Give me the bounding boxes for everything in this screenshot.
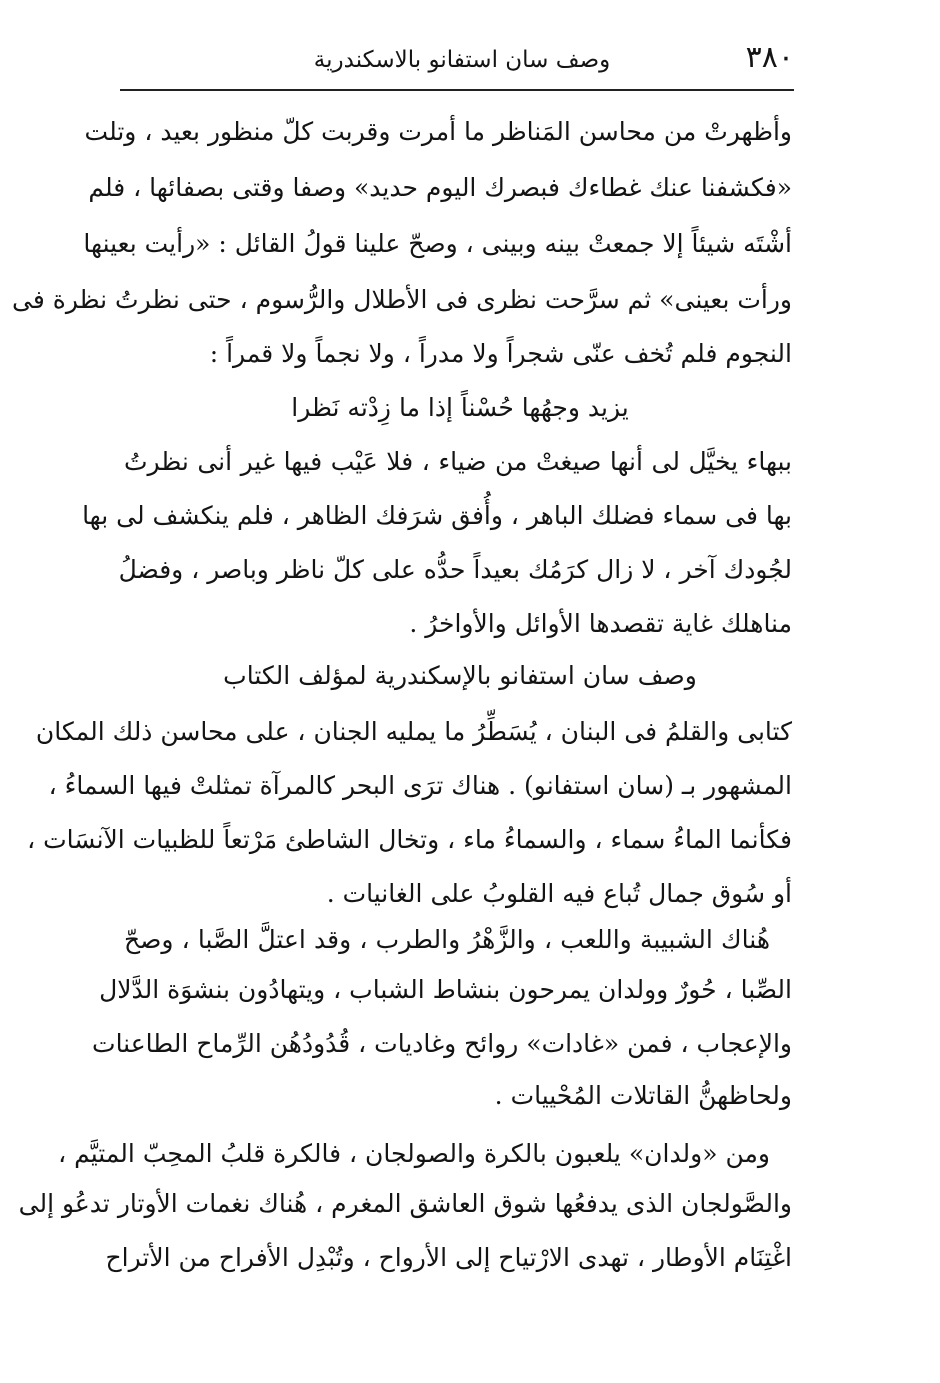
page-header — [122, 34, 794, 86]
text-line: لجُودك آخر ، لا زال كرَمُك بعيداً حدُّه على كلّ ناظر وباصر ، وفضلُ — [118, 555, 792, 584]
text-line: ولحاظهنُّ القاتلات المُحْييات . — [494, 1081, 792, 1110]
text-line: ورأت بعينى» ثم سرَّحت نظرى فى الأطلال والرُّسوم ، حتى نظرتُ نظرة فى — [12, 285, 792, 314]
running-title: وصف سان استفانو بالاسكندرية — [313, 47, 611, 73]
header-rule — [120, 89, 794, 91]
text-line: ببهاء يخيَّل لى أنها صيغتْ من ضياء ، فلا عَيْب فيها غير أنى نظرتُ — [124, 447, 792, 476]
text-line: الصِّبا ، حُورٌ وولدان يمرحون بنشاط الشباب ، ويتهادُون بنشوَة الدَّلال — [99, 975, 792, 1004]
text-line: والإعجاب ، فمن «غادات» روائح وغاديات ، قُدُودُهُن الرِّماح الطاعنات — [92, 1029, 792, 1058]
text-line: وأظهرتْ من محاسن المَناظر ما أمرت وقربت كلّ منظور بعيد ، وتلت — [84, 117, 792, 146]
page-number: ٣٨٠ — [745, 40, 794, 75]
verse-line: يزيد وجهُها حُسْناً إذا ما زِدْته نَظرا — [291, 393, 629, 422]
text-line: هُناك الشبيبة واللعب ، والزَّهْرُ والطرب ، وقد اعتلَّ الصَّبا ، وصحّ — [124, 925, 770, 954]
text-line: المشهور بـ (سان استفانو) . هناك ترَى البحر كالمرآة تمثلتْ فيها السماءُ ، — [48, 771, 792, 800]
text-line: فكأنما الماءُ سماء ، والسماءُ ماء ، وتخال الشاطئ مَرْتعاً للظبيات الآنسَات ، — [27, 825, 792, 854]
section-heading: وصف سان استفانو بالإسكندرية لمؤلف الكتاب — [223, 661, 697, 690]
text-line: «فكشفنا عنك غطاءك فبصرك اليوم حديد» وصفا وقتى بصفائها ، فلم — [88, 173, 792, 202]
text-line: كتابى والقلمُ فى البنان ، يُسَطِّرُ ما يمليه الجنان ، على محاسن ذلك المكان — [35, 717, 792, 746]
text-line: ومن «ولدان» يلعبون بالكرة والصولجان ، فالكرة قلبُ المحِبّ المتيَّم ، — [58, 1139, 770, 1168]
text-line: أشْتَه شيئاً إلا جمعتْ بينه وبينى ، وصحّ علينا قولُ القائل : «رأيت بعينها — [83, 229, 792, 258]
text-line: النجوم فلم تُخف عنّى شجراً ولا مدراً ، ولا نجماً ولا قمراً : — [209, 339, 792, 368]
text-line: والصَّولجان الذى يدفعُها شوق العاشق المغرم ، هُناك نغمات الأوتار تدعُو إلى — [18, 1189, 792, 1218]
text-line: مناهلك غاية تقصدها الأوائل والأواخرُ . — [409, 609, 792, 638]
text-line: بها فى سماء فضلك الباهر ، وأُفق شرَفك الظاهر ، فلم ينكشف لى بها — [82, 501, 792, 530]
text-line: أو سُوق جمال تُباع فيه القلوبُ على الغانيات . — [326, 879, 792, 908]
text-line: اغْتِنَام الأوطار ، تهدى الارْتياح إلى الأرواح ، وتُبْدِل الأفراح من الأتراح — [105, 1243, 792, 1272]
